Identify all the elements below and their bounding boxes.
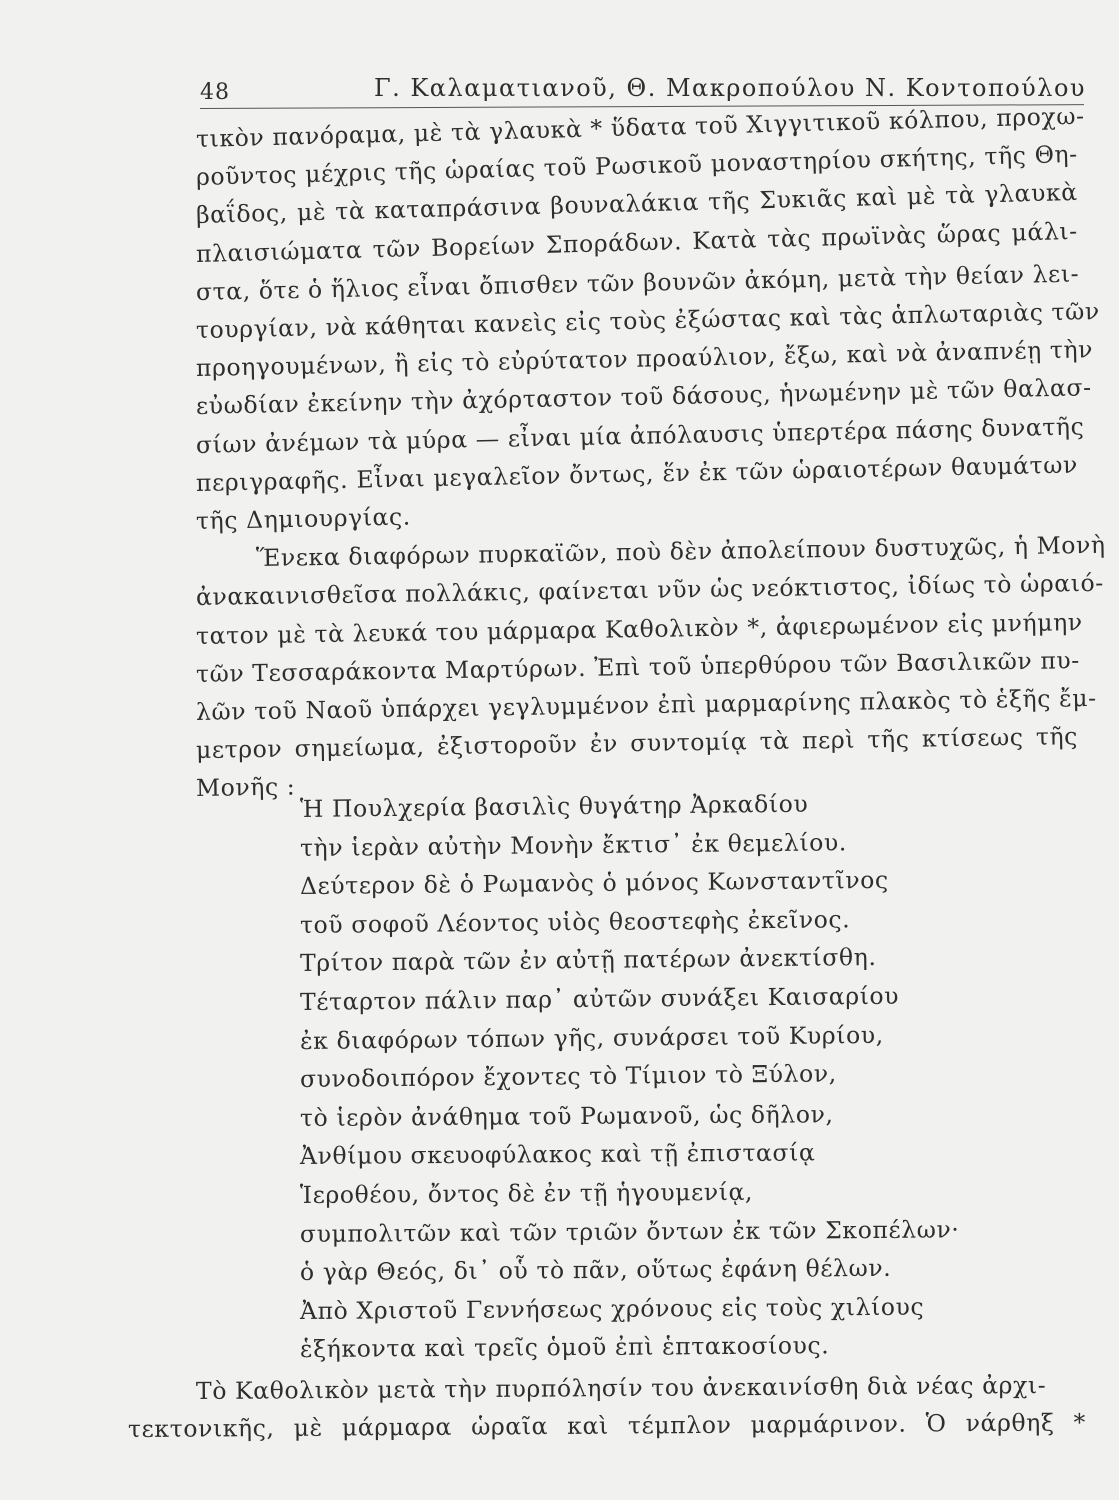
poem-verse: συμπολιτῶν καὶ τῶν τριῶν ὄντων ἐκ τῶν Σκοπέλων· xyxy=(299,1214,960,1248)
text-line: πλαισιώματα τῶν Βορείων Σποράδων. Κατὰ τὰς πρωϊνὰς ὥρας μάλι- xyxy=(195,216,1079,268)
text-line: μετρον σημείωμα, ἐξιστοροῦν ἐν συντομίᾳ τὰ περὶ τῆς κτίσεως τῆς xyxy=(195,722,1079,765)
poem-verse: ἐκ διαφόρων τόπων γῆς, συνάρσει τοῦ Κυρίου, xyxy=(299,1020,884,1055)
poem-verse: τὸ ἱερὸν ἀνάθημα τοῦ Ρωμανοῦ, ὡς δῆλον, xyxy=(299,1100,834,1132)
poem-verse: συνοδοιπόρον ἔχοντες τὸ Τίμιον τὸ Ξύλον, xyxy=(299,1059,837,1094)
text-line: τεκτονικῆς, μὲ μάρμαρα ὡραῖα καὶ τέμπλον μαρμάρινον. Ὁ νάρθηξ * xyxy=(127,1408,1087,1444)
running-head: Γ. Καλαματιανοῦ, Θ. Μακροπούλου Ν. Κοντοπούλου xyxy=(373,74,1086,102)
paragraph-start-line: Ἕνεκα διαφόρων πυρκαϊῶν, ποὺ δὲν ἀπολείπουν δυστυχῶς, ἡ Μονὴ xyxy=(255,530,1106,573)
text-line: Τὸ Καθολικὸν μετὰ τὴν πυρπόλησίν του ἀνεκαινίσθη διὰ νέας ἀρχι- xyxy=(195,1371,1047,1405)
text-line: σίων ἀνέμων τὰ μύρα — εἶναι μία ἀπόλαυσις ὑπερτέρα πάσης δυνατῆς xyxy=(195,412,1085,459)
text-line: τικὸν πανόραμα, μὲ τὰ γλαυκὰ * ὕδατα τοῦ Χιγγιτικοῦ κόλπου, προχω- xyxy=(195,101,1085,153)
page-number: 48 xyxy=(200,80,230,105)
text-line: στα, ὅτε ὁ ἥλιος εἶναι ὄπισθεν τῶν βουνῶν ἀκόμη, μετὰ τὴν θείαν λει- xyxy=(195,259,1080,306)
poem-verse: Ἱεροθέου, ὄντος δὲ ἐν τῇ ἡγουμενίᾳ, xyxy=(299,1177,754,1209)
text-line: τῆς Δημιουργίας. xyxy=(195,502,412,536)
text-line: εὐωδίαν ἐκείνην τὴν ἀχόρταστον τοῦ δάσους, ἡνωμένην μὲ τῶν θαλασ- xyxy=(195,373,1092,421)
closing-paragraph xyxy=(127,1371,1087,1448)
poem-verse: Ἡ Πουλχερία βασιλὶς θυγάτηρ Ἀρκαδίου xyxy=(299,789,809,823)
text-line: τατον μὲ τὰ λευκά του μάρμαρα Καθολικὸν *, ἀφιερωμένον εἰς μνήμην xyxy=(195,607,1083,650)
poem-verse: Τρίτον παρὰ τῶν ἐν αὐτῇ πατέρων ἀνεκτίσθη. xyxy=(299,943,877,978)
text-line: προηγουμένων, ἢ εἰς τὸ εὐρύτατον προαύλιον, ἔξω, καὶ νὰ ἀναπνέῃ τὴν xyxy=(195,335,1094,383)
poem-verse: τὴν ἱερὰν αὐτὴν Μονὴν ἔκτισ᾽ ἐκ θεμελίου. xyxy=(299,827,848,862)
poem-verse: τοῦ σοφοῦ Λέοντος υἱὸς θεοστεφὴς ἐκεῖνος. xyxy=(299,905,851,939)
text-line: ἀνακαινισθεῖσα πολλάκις, φαίνεται νῦν ὡς νεόκτιστος, ἰδίως τὸ ὡραιό- xyxy=(195,569,1105,612)
text-line: τουργίαν, νὰ κάθηται κανεὶς εἰς τοὺς ἐξώστας καὶ τὰς ἁπλωταριὰς τῶν xyxy=(195,297,1101,345)
text-line: τῶν Τεσσαράκοντα Μαρτύρων. Ἐπὶ τοῦ ὑπερθύρου τῶν Βασιλικῶν πυ- xyxy=(195,645,1081,688)
poem-verse: Τέταρτον πάλιν παρ᾽ αὐτῶν συνάξει Καισαρίου xyxy=(299,981,900,1016)
text-line: ροῦντος μέχρις τῆς ὡραίας τοῦ Ρωσικοῦ μοναστηρίου σκήτης, τῆς Θη- xyxy=(195,140,1079,192)
poem-verse: Δεύτερον δὲ ὁ Ρωμανὸς ὁ μόνος Κωνσταντῖνος xyxy=(299,866,889,901)
poem-verse: Ἀπὸ Χριστοῦ Γεννήσεως χρόνους εἰς τοὺς χιλίους xyxy=(299,1292,925,1325)
body-text xyxy=(195,101,1106,808)
text-line: περιγραφῆς. Εἶναι μεγαλεῖον ὄντως, ἕν ἐκ τῶν ὡραιοτέρων θαυμάτων xyxy=(195,450,1079,497)
text-line: βαΐδος, μὲ τὰ καταπράσινα βουναλάκια τῆς Συκιᾶς καὶ μὲ τὰ γλαυκὰ xyxy=(195,178,1079,230)
poem-verse: Ἀνθίμου σκευοφύλακος καὶ τῇ ἐπιστασίᾳ xyxy=(299,1138,816,1171)
poem-verse: ὁ γὰρ Θεός, δι᾽ οὗ τὸ πᾶν, οὕτως ἐφάνη θέλων. xyxy=(299,1253,892,1287)
poem-verse: ἑξήκοντα καὶ τρεῖς ὁμοῦ ἐπὶ ἑπτακοσίους. xyxy=(299,1331,830,1364)
inscription-poem xyxy=(299,789,960,1369)
text-line: λῶν τοῦ Ναοῦ ὑπάρχει γεγλυμμένον ἐπὶ μαρμαρίνης πλακὸς τὸ ἑξῆς ἔμ- xyxy=(195,683,1097,727)
text-line: Μονῆς : xyxy=(195,772,296,803)
